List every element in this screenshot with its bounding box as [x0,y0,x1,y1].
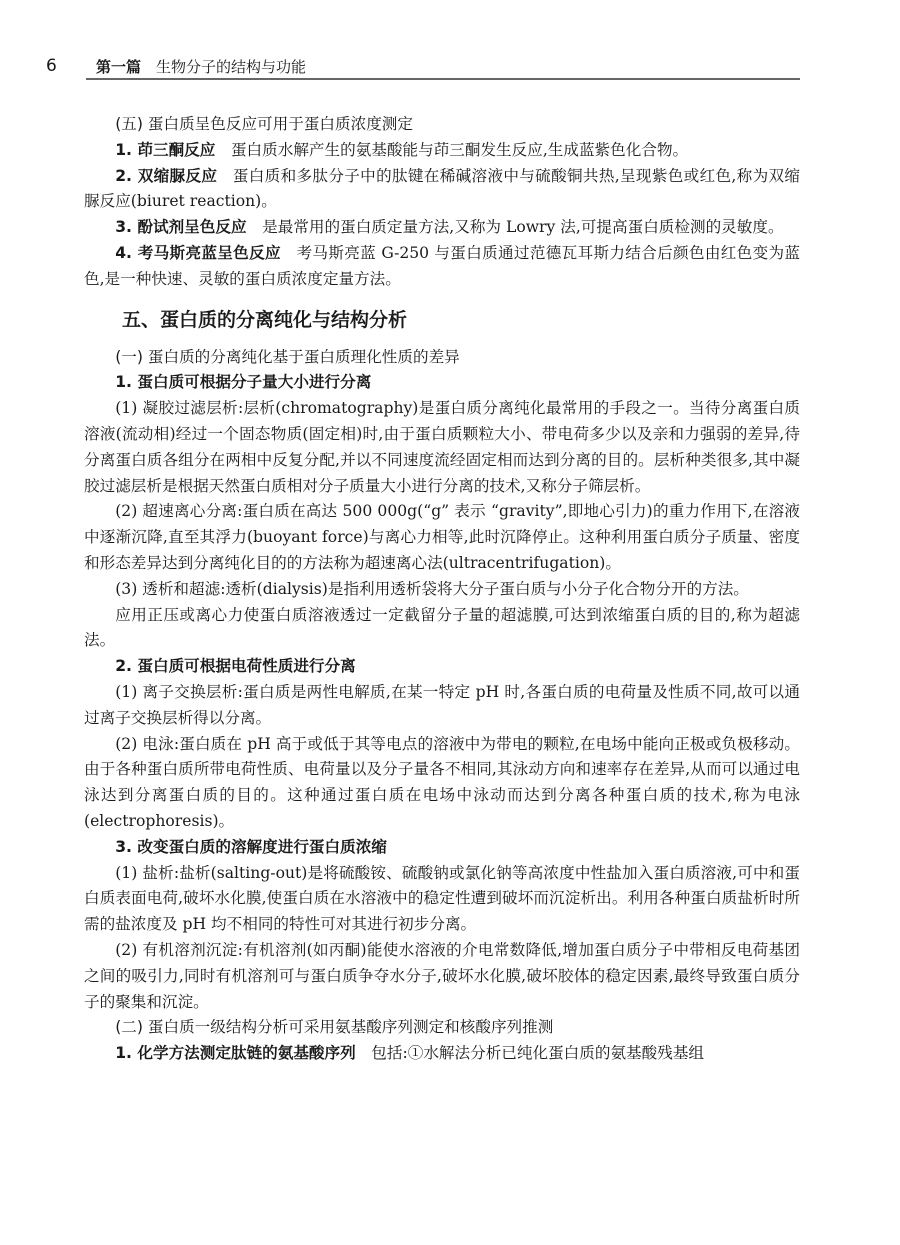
run-in-heading: 2. 双缩脲反应 [115,166,218,185]
paragraph-salting-out: (1) 盐析:盐析(salting-out)是将硫酸铵、硫酸钠或氯化钠等高浓度中性盐加入蛋白质溶液,可中和蛋白质表面电荷,破坏水化膜,使蛋白质在水溶液中的稳定性遭到破坏而沉淀析出。利用各种蛋白质盐析时所需的盐浓度及 pH 均不相同的特性可对其进行初步分离。 [84,863,800,934]
subsection-heading: (五) 蛋白质呈色反应可用于蛋白质浓度测定 [115,115,413,133]
paragraph-organic-solvent: (2) 有机溶剂沉淀:有机溶剂(如丙酮)能使水溶液的介电常数降低,增加蛋白质分子中带相反电荷基团之间的吸引力,同时有机溶剂可与蛋白质争夺水分子,破坏水化膜,破坏胶体的稳定因素,最终导致蛋白质分子的聚集和沉淀。 [84,940,800,1011]
paragraph-biuret [84,164,800,216]
item-heading: 1. 蛋白质可根据分子量大小进行分离 [115,373,372,392]
page-body [84,112,800,1067]
paragraph-gel-filtration: (1) 凝胶过滤层析:层析(chromatography)是蛋白质分离纯化最常用的手段之一。当待分离蛋白质溶液(流动相)经过一个固态物质(固定相)时,由于蛋白质颗粒大小、带电荷多少以及亲和力强弱的差异,待分离蛋白质各组分在两相中反复分配,并以不同速度流经固定相而达到分离的目的。层析种类很多,其中凝胶过滤层析是根据天然蛋白质相对分子质量大小进行分离的技术,又称分子筛层析。 [84,399,800,495]
paragraph-chemical-sequencing [84,1041,800,1067]
paragraph-ultrafiltration: 应用正压或离心力使蛋白质溶液透过一定截留分子量的超滤膜,可达到浓缩蛋白质的目的,称为超滤法。 [84,605,800,650]
page-header [46,56,800,78]
item-heading: 2. 蛋白质可根据电荷性质进行分离 [115,657,356,676]
paragraph-ninhydrin [84,138,800,164]
paragraph-text: 包括:①水解法分析已纯化蛋白质的氨基酸残基组 [371,1044,705,1063]
paragraph-text: 是最常用的蛋白质定量方法,又称为 Lowry 法,可提高蛋白质检测的灵敏度。 [262,218,784,237]
run-in-heading: 4. 考马斯亮蓝呈色反应 [115,243,281,262]
part-title: 生物分子的结构与功能 [156,58,307,76]
section-heading: 五、蛋白质的分离纯化与结构分析 [122,308,408,331]
paragraph-coomassie [84,241,800,293]
page-number: 6 [46,56,57,76]
item-heading: 3. 改变蛋白质的溶解度进行蛋白质浓缩 [115,837,387,856]
subsection-heading: (二) 蛋白质一级结构分析可采用氨基酸序列测定和核酸序列推测 [115,1018,554,1037]
paragraph-dialysis: (3) 透析和超滤:透析(dialysis)是指利用透析袋将大分子蛋白质与小分子化合物分开的方法。 [115,579,749,598]
run-in-heading: 1. 茚三酮反应 [115,140,216,159]
paragraph-electrophoresis: (2) 电泳:蛋白质在 pH 高于或低于其等电点的溶液中为带电的颗粒,在电场中能向正极或负极移动。由于各种蛋白质所带电荷性质、电荷量以及分子量各不相同,其泳动方向和速率存在差异,从而可以通过电泳达到分离蛋白质的目的。这种通过蛋白质在电场中泳动而达到分离各种蛋白质的技术,称为电泳(electrophoresis)。 [84,734,800,830]
paragraph-text: 考马斯亮蓝 G-250 与蛋白质通过范德瓦耳斯力结合后颜色由红色变为蓝色,是一种快速、灵敏的蛋白质浓度定量方法。 [84,243,800,288]
paragraph-ultracentrifugation: (2) 超速离心分离:蛋白质在高达 500 000g(“g” 表示 “gravity”,即地心引力)的重力作用下,在溶液中逐渐沉降,直至其浮力(buoyant force)与离心力相等,此时沉降停止。这种利用蛋白质分子质量、密度和形态差异达到分离纯化目的的方法称为超速离心法(ultracentrifugation)。 [84,502,800,572]
paragraph-lowry [84,215,800,241]
header-rule [86,78,800,80]
run-in-heading: 3. 酚试剂呈色反应 [115,218,247,237]
subsection-heading: (一) 蛋白质的分离纯化基于蛋白质理化性质的差异 [115,347,460,366]
paragraph-ion-exchange: (1) 离子交换层析:蛋白质是两性电解质,在某一特定 pH 时,各蛋白质的电荷量及性质不同,故可以通过离子交换层析得以分离。 [84,682,800,727]
run-in-heading: 1. 化学方法测定肽链的氨基酸序列 [115,1044,356,1063]
paragraph-text: 蛋白质和多肽分子中的肽键在稀碱溶液中与硫酸铜共热,呈现紫色或红色,称为双缩脲反应(biuret reaction)。 [84,166,800,211]
paragraph-text: 蛋白质水解产生的氨基酸能与茚三酮发生反应,生成蓝紫色化合物。 [230,140,689,159]
part-label: 第一篇 [96,58,142,76]
